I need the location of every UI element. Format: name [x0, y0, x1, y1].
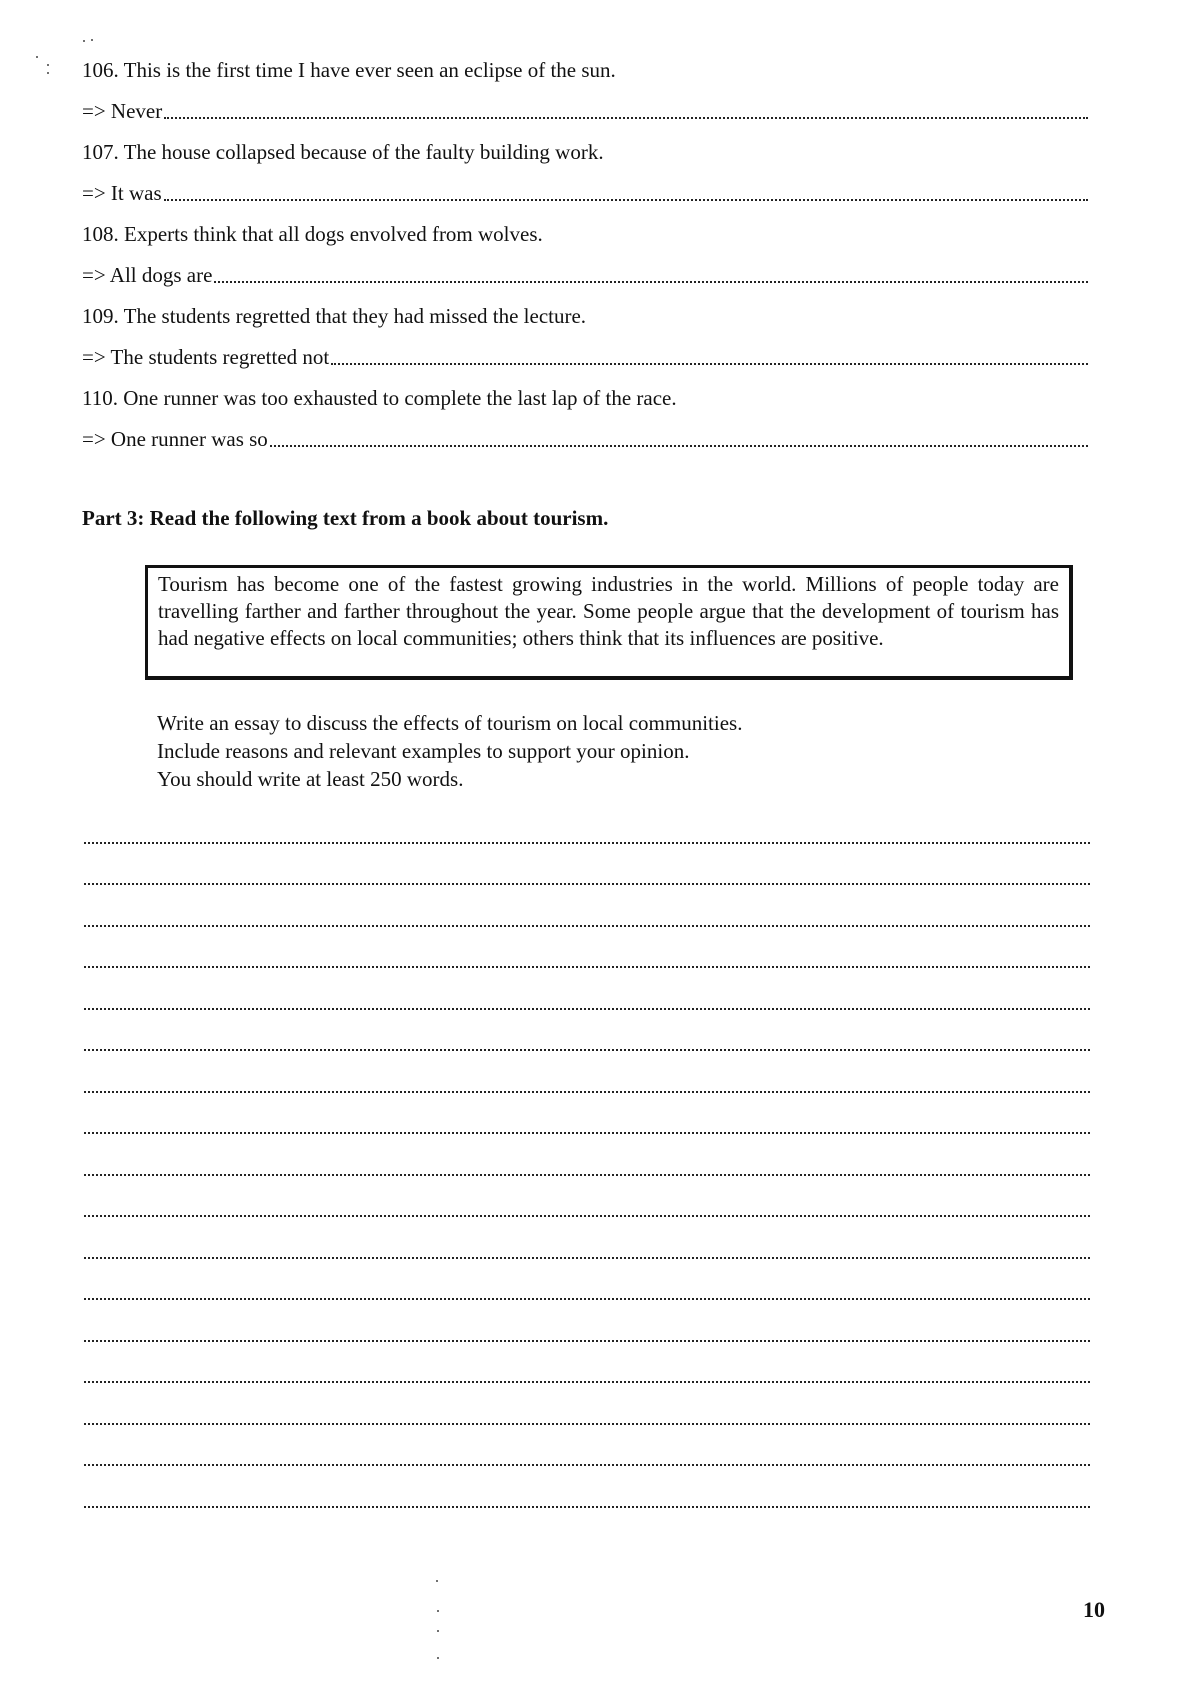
scan-speck — [47, 64, 49, 66]
scan-speck — [437, 1630, 439, 1632]
essay-writing-area[interactable] — [84, 802, 1090, 1508]
scan-speck — [436, 1580, 438, 1582]
question-sentence: The students regretted that they had missed the lecture. — [123, 304, 587, 328]
passage-box — [145, 565, 1073, 680]
question-number: 108. — [82, 222, 119, 246]
question-sentence: This is the first time I have ever seen an eclipse of the sun. — [123, 58, 616, 82]
part-3-title: Part 3: Read the following text from a book about tourism. — [82, 506, 609, 530]
writing-line[interactable] — [84, 1217, 1090, 1259]
question-sentence: The house collapsed because of the faulty building work. — [123, 140, 604, 164]
essay-instructions — [157, 709, 742, 793]
question-110 — [82, 382, 1088, 423]
writing-line[interactable] — [84, 1259, 1090, 1301]
writing-line[interactable] — [84, 885, 1090, 927]
scan-speck — [437, 1610, 439, 1612]
answer-line-109[interactable] — [82, 341, 1088, 382]
answer-line-107[interactable] — [82, 177, 1088, 218]
answer-line-108[interactable] — [82, 259, 1088, 300]
answer-blank[interactable] — [164, 177, 1088, 201]
answer-line-110[interactable] — [82, 423, 1088, 464]
writing-line[interactable] — [84, 1466, 1090, 1508]
answer-blank[interactable] — [331, 341, 1088, 365]
scan-speck — [91, 39, 93, 41]
scan-speck — [36, 56, 38, 58]
question-number: 106. — [82, 58, 119, 82]
writing-line[interactable] — [84, 1342, 1090, 1384]
question-number: 110. — [82, 386, 118, 410]
passage-text: Tourism has become one of the fastest growing industries in the world. Millions of people today are travelling farther and farther throughout the year. Some people argue that the development of tourism has had negative effects on local communities; others think that its influences are positive. — [158, 572, 1059, 650]
answer-prompt: => It was — [82, 181, 162, 205]
writing-line[interactable] — [84, 802, 1090, 844]
writing-line[interactable] — [84, 1051, 1090, 1093]
answer-prompt: => The students regretted not — [82, 345, 330, 369]
scan-speck — [83, 40, 85, 42]
rewrite-questions — [82, 54, 1088, 464]
answer-prompt: => All dogs are — [82, 263, 213, 287]
writing-line[interactable] — [84, 1010, 1090, 1052]
instruction-line: Write an essay to discuss the effects of tourism on local communities. — [157, 711, 743, 735]
instruction-line: Include reasons and relevant examples to support your opinion. — [157, 739, 690, 763]
question-sentence: One runner was too exhausted to complete the last lap of the race. — [123, 386, 677, 410]
answer-prompt: => Never — [82, 99, 163, 123]
instruction-line: You should write at least 250 words. — [157, 767, 464, 791]
question-109 — [82, 300, 1088, 341]
writing-line[interactable] — [84, 1383, 1090, 1425]
writing-line[interactable] — [84, 1134, 1090, 1176]
writing-line[interactable] — [84, 1300, 1090, 1342]
writing-line[interactable] — [84, 927, 1090, 969]
writing-line[interactable] — [84, 1176, 1090, 1218]
question-108 — [82, 218, 1088, 259]
scan-speck — [47, 72, 49, 74]
writing-line[interactable] — [84, 844, 1090, 886]
question-106 — [82, 54, 1088, 95]
scan-speck — [437, 1657, 439, 1659]
answer-blank[interactable] — [270, 423, 1088, 447]
writing-line[interactable] — [84, 968, 1090, 1010]
answer-prompt: => One runner was so — [82, 427, 268, 451]
writing-line[interactable] — [84, 1093, 1090, 1135]
question-sentence: Experts think that all dogs envolved from wolves. — [124, 222, 543, 246]
question-107 — [82, 136, 1088, 177]
answer-blank[interactable] — [164, 95, 1088, 119]
question-number: 109. — [82, 304, 119, 328]
answer-blank[interactable] — [214, 259, 1088, 283]
page-number: 10 — [1083, 1597, 1105, 1622]
question-number: 107. — [82, 140, 119, 164]
answer-line-106[interactable] — [82, 95, 1088, 136]
writing-line[interactable] — [84, 1425, 1090, 1467]
